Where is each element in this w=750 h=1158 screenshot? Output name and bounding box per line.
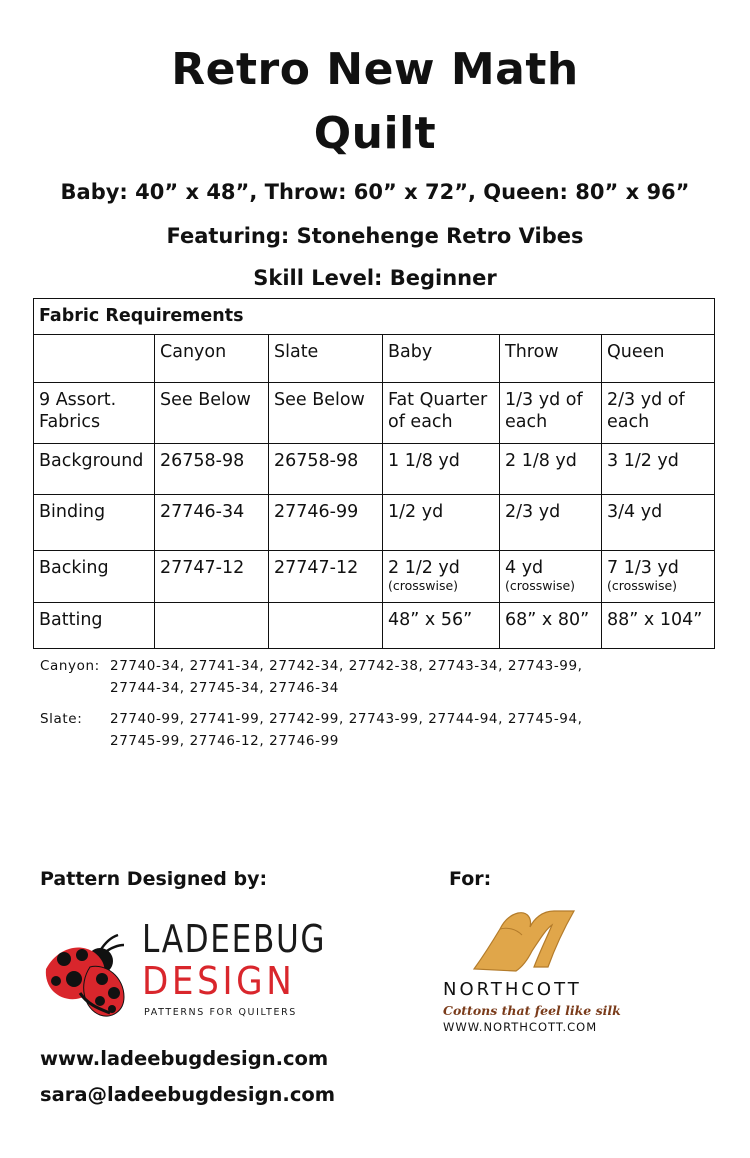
cell-queen: 88” x 104” [602, 603, 715, 649]
skill-level: Skill Level: Beginner [253, 266, 497, 290]
ladeebug-tagline: PATTERNS FOR QUILTERS [144, 1007, 297, 1018]
table-row [34, 603, 715, 649]
northcott-logo [440, 905, 621, 1040]
ladeebug-design-logo [40, 915, 327, 1025]
cell-canyon: See Below [155, 383, 269, 444]
row-label: Binding [34, 495, 155, 551]
cell-slate [269, 603, 383, 649]
canyon-label: Canyon: [40, 658, 100, 674]
slate-codes-line-1: 27740-99, 27741-99, 27742-99, 27743-99, 27744-94, 27745-94, [110, 711, 583, 727]
cell-throw: 2/3 yd [500, 495, 602, 551]
cell-queen-note: (crosswise) [607, 578, 678, 593]
table-row [34, 383, 715, 444]
cell-throw: 1/3 yd of each [500, 383, 602, 444]
quilt-sizes: Baby: 40” x 48”, Throw: 60” x 72”, Queen: 80” x 96” [60, 180, 690, 204]
cell-throw: 68” x 80” [500, 603, 602, 649]
header-queen: Queen [602, 335, 715, 383]
header-throw: Throw [500, 335, 602, 383]
row-label: Background [34, 444, 155, 495]
table-header-row [34, 335, 715, 383]
cell-baby [383, 551, 500, 603]
row-label: 9 Assort. Fabrics [34, 383, 155, 444]
canyon-codes-line-1: 27740-34, 27741-34, 27742-34, 27742-38, 27743-34, 27743-99, [110, 658, 583, 674]
northcott-n-icon [470, 905, 580, 977]
cell-slate: See Below [269, 383, 383, 444]
cell-baby: 48” x 56” [383, 603, 500, 649]
cell-queen: 3/4 yd [602, 495, 715, 551]
cell-throw: 2 1/8 yd [500, 444, 602, 495]
header-baby: Baby [383, 335, 500, 383]
cell-slate: 27746-99 [269, 495, 383, 551]
cell-slate: 26758-98 [269, 444, 383, 495]
header-canyon: Canyon [155, 335, 269, 383]
ladybug-icon [40, 923, 140, 1023]
design-wordmark: DESIGN [142, 959, 296, 1003]
table-title: Fabric Requirements [34, 299, 715, 335]
fabric-requirements-table [33, 298, 715, 649]
slate-fabric-codes [40, 708, 680, 754]
cell-baby: 1 1/8 yd [383, 444, 500, 495]
cell-baby: Fat Quarter of each [383, 383, 500, 444]
table-row [34, 495, 715, 551]
featuring-line: Featuring: Stonehenge Retro Vibes [166, 224, 584, 248]
cell-baby: 1/2 yd [383, 495, 500, 551]
title-line-2: Quilt [313, 108, 437, 159]
cell-canyon: 27747-12 [155, 551, 269, 603]
northcott-url: WWW.NORTHCOTT.COM [443, 1020, 598, 1034]
title-line-1: Retro New Math [171, 44, 579, 95]
cell-canyon: 26758-98 [155, 444, 269, 495]
cell-throw-amount: 4 yd [505, 558, 544, 578]
canyon-codes-line-2: 27744-34, 27745-34, 27746-34 [110, 680, 339, 696]
cell-throw [500, 551, 602, 603]
cell-queen: 3 1/2 yd [602, 444, 715, 495]
ladeebug-wordmark: LADEEBUG [142, 917, 327, 961]
cell-slate: 27747-12 [269, 551, 383, 603]
cell-canyon [155, 603, 269, 649]
cell-queen: 2/3 yd of each [602, 383, 715, 444]
email-link[interactable]: sara@ladeebugdesign.com [40, 1083, 336, 1106]
cell-queen-amount: 7 1/3 yd [607, 558, 679, 578]
cell-baby-amount: 2 1/2 yd [388, 558, 460, 578]
website-link[interactable]: www.ladeebugdesign.com [40, 1047, 329, 1070]
canyon-fabric-codes [40, 655, 680, 701]
row-label: Backing [34, 551, 155, 603]
header-cell-empty [34, 335, 155, 383]
slate-codes-line-2: 27745-99, 27746-12, 27746-99 [110, 733, 339, 749]
slate-label: Slate: [40, 711, 83, 727]
row-label: Batting [34, 603, 155, 649]
cell-baby-note: (crosswise) [388, 578, 459, 593]
header-slate: Slate [269, 335, 383, 383]
table-row [34, 444, 715, 495]
designed-by-label: Pattern Designed by: [40, 868, 268, 890]
cell-canyon: 27746-34 [155, 495, 269, 551]
northcott-wordmark: NORTHCOTT [443, 979, 582, 1000]
table-row [34, 551, 715, 603]
northcott-tagline: Cottons that feel like silk [443, 1003, 621, 1018]
cell-throw-note: (crosswise) [505, 578, 576, 593]
cell-queen [602, 551, 715, 603]
for-label: For: [449, 868, 492, 890]
